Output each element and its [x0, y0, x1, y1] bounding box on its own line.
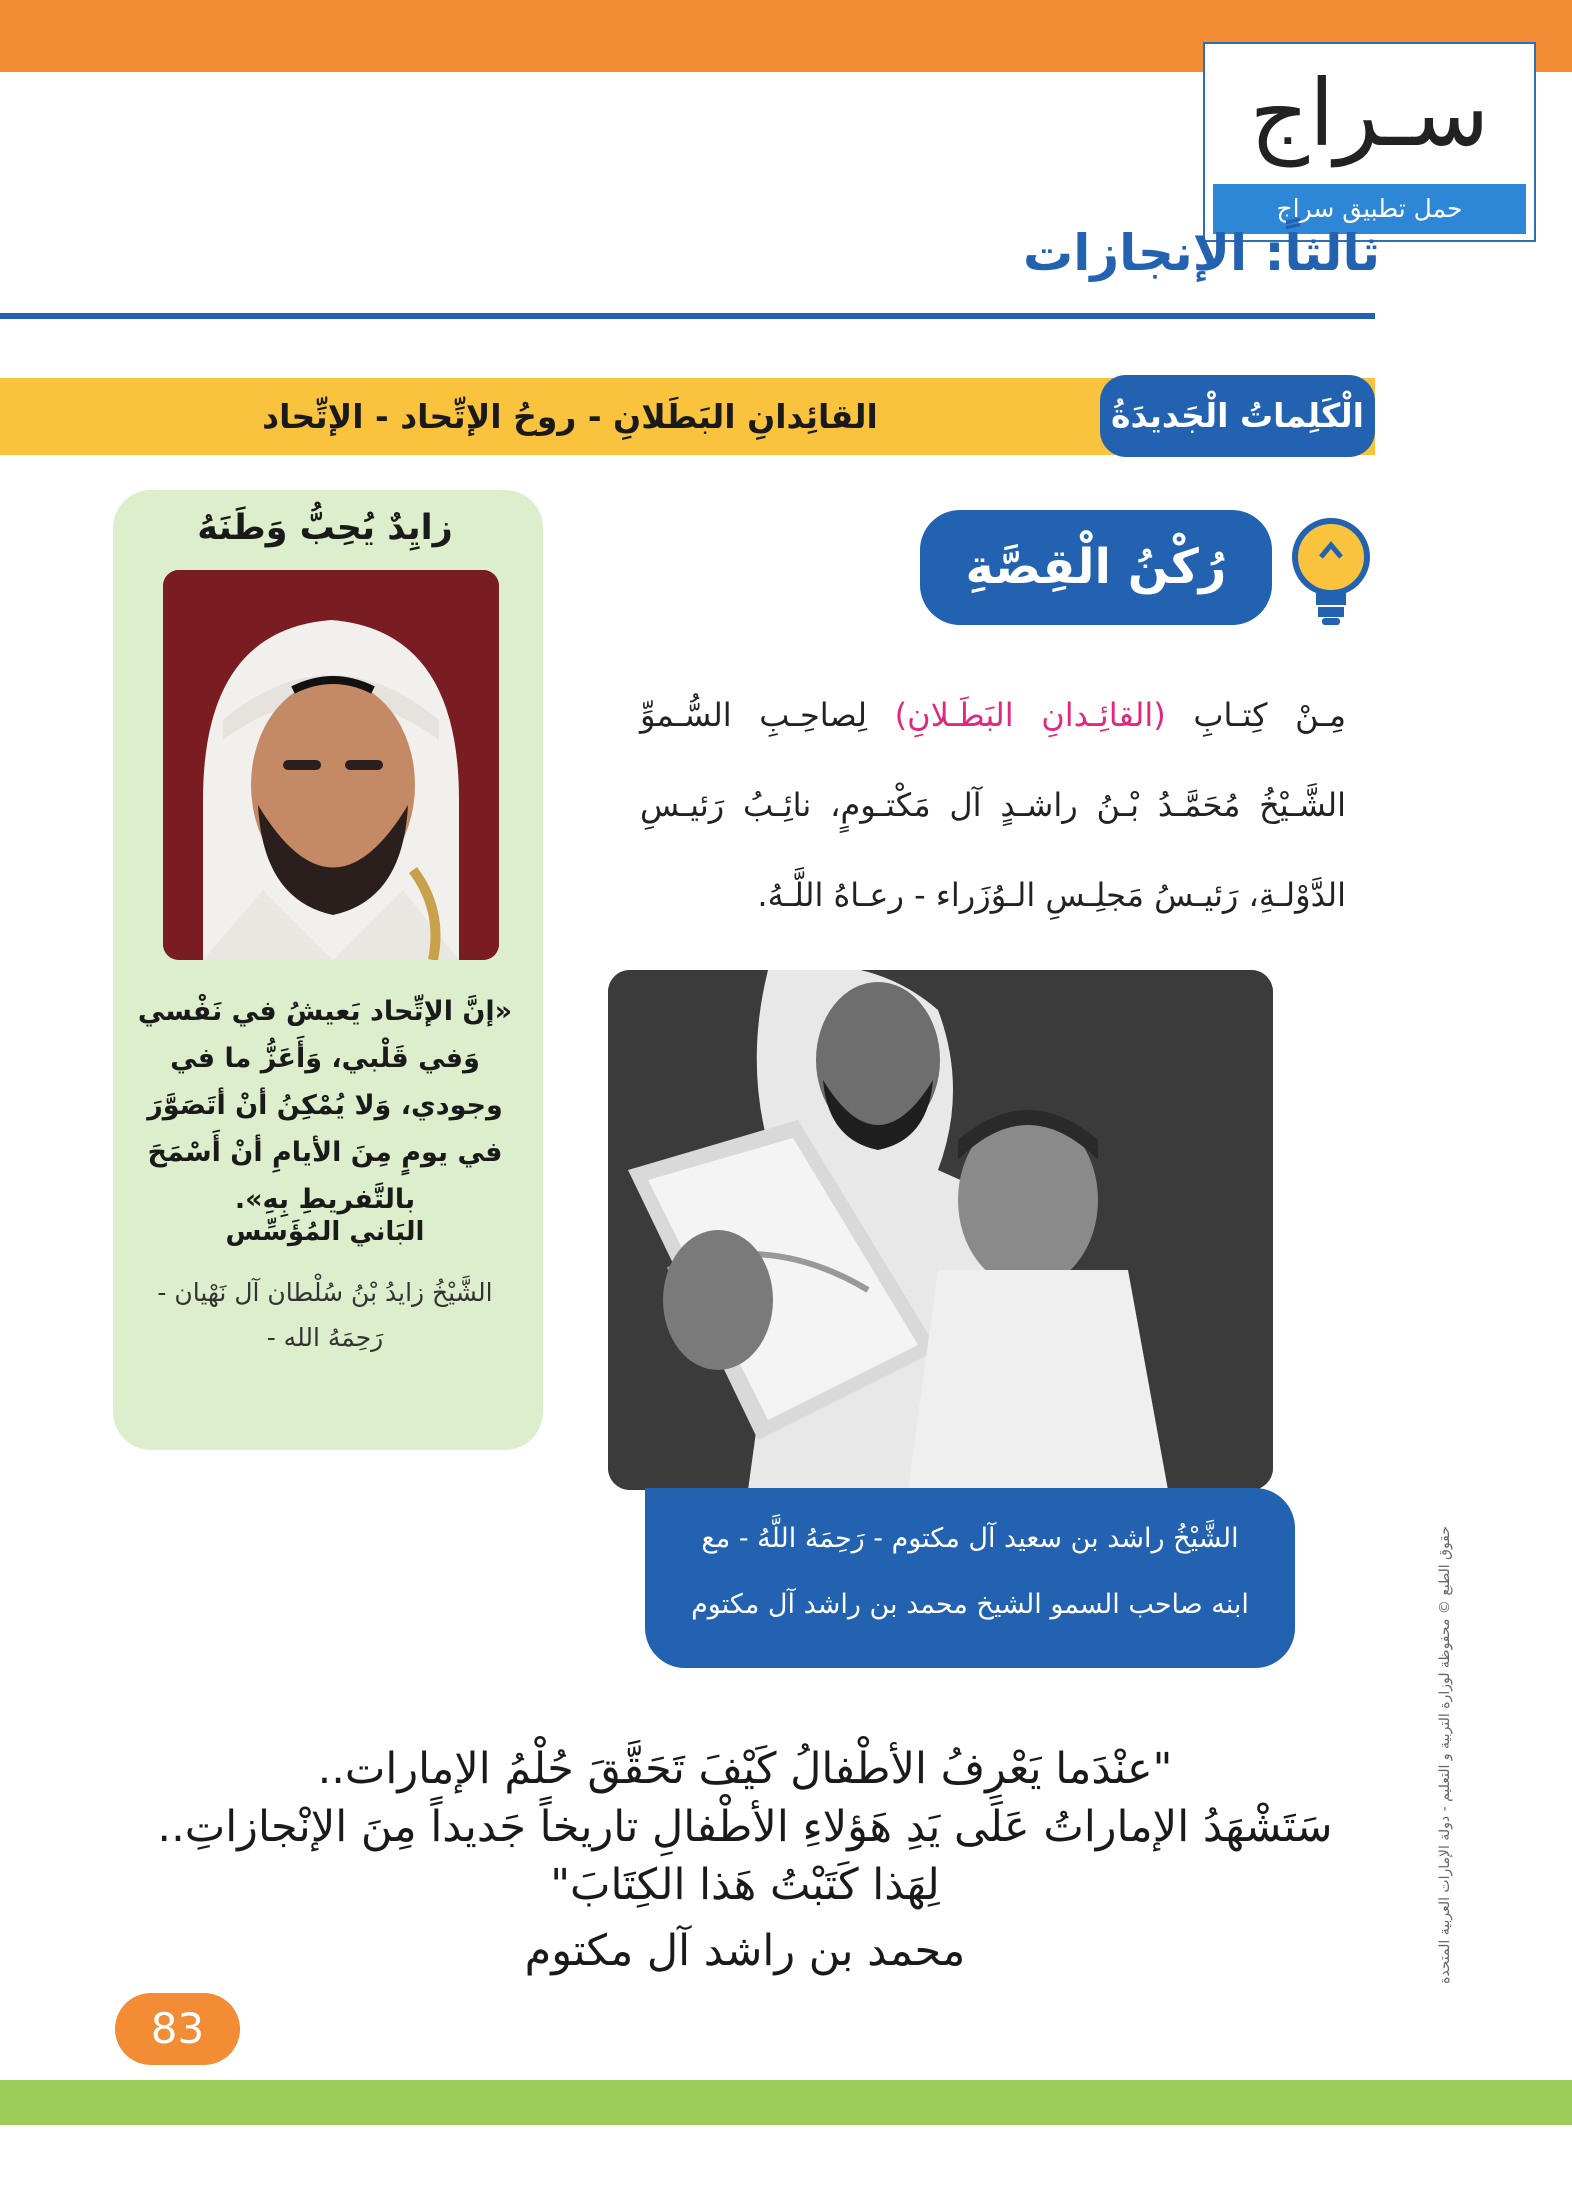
closing-author: محمد بن راشد آل مكتوم	[524, 1926, 966, 1976]
photo-caption	[645, 1488, 1295, 1668]
founder-title: البَاني المُؤَسِّس	[225, 1217, 425, 1247]
caption-line-2: ابنه صاحب السمو الشيخ محمد بن راشد آل مكتوم	[691, 1589, 1249, 1620]
closing-line-1: "عنْدَما يَعْرِفُ الأطْفالُ كَيْفَ تَحَقَّقَ حُلْمُ الإمارات..	[317, 1744, 1173, 1794]
section-title: ثالثاً: الإنجازات	[1022, 224, 1380, 282]
title-divider	[0, 313, 1375, 319]
book-title-highlight: (القائِـدانِ البَطَـلانِ)	[894, 696, 1166, 734]
caption-line-1: الشَّيْخُ راشد بن سعيد آل مكتوم - رَحِمَهُ اللَّهُ - مع	[701, 1523, 1239, 1554]
story-text-part1: مِـنْ كِتـابِ	[1165, 696, 1347, 734]
founder-quote: «إنَّ الإتِّحاد يَعيشُ في نَفْسي وَفي قَلْبي، وَأَعَزُّ ما في وجودي، وَلا يُمْكِنُ أنْ أتَصَوَّرَ في يومٍ مِنَ الأيامِ أنْ أَسْمَحَ بالتَّفريطِ بِهِ».	[137, 996, 513, 1215]
story-paragraph	[640, 670, 1346, 940]
page-number: 83	[115, 1993, 240, 2065]
logo-banner: حمل تطبيق سراج	[1213, 184, 1526, 234]
story-corner-badge: رُكْنُ الْقِصَّةِ	[920, 510, 1272, 625]
founder-name: الشَّيْخُ زايدُ بْنُ سُلْطان آل نَهْيان - رَحِمَهُ الله -	[157, 1278, 493, 1352]
vocab-words: القائِدانِ البَطَلانِ - روحُ الإتِّحاد - الإتِّحاد	[262, 397, 878, 436]
sidebar-title: زايِدٌ يُحِبُّ وَطَنَهُ	[197, 508, 453, 548]
lightbulb-icon	[1288, 515, 1374, 627]
bottom-green-bar	[0, 2080, 1572, 2125]
closing-line-2: سَتَشْهَدُ الإماراتُ عَلَى يَدِ هَؤلاءِ الأطْفالِ تاريخاً جَديداً مِنَ الإنْجازاتِ..	[157, 1802, 1333, 1852]
vocab-label: الْكَلِماتُ الْجَديدَةُ	[1100, 375, 1375, 457]
copyright-vertical	[1405, 1330, 1465, 2200]
portrait-image	[163, 570, 499, 960]
story-text-part2: لِصاحِـبِ السُّـموِّ الشَّـيْخُ مُحَمَّـدُ بْـنُ راشـدٍ آل مَكْتـومٍ، نائِـبُ رَئيـسِ الدَّوْلـةِ، رَئيـسُ مَجلِـسِ الـوُزَراء - رعـاهُ اللَّـهُ.	[640, 696, 1346, 914]
closing-quote	[140, 1740, 1350, 2000]
logo-text: سـراج	[1249, 60, 1490, 167]
copyright-text: حقوق الطبع © محفوظة لوزارة التربية و التعليم - دولة الإمارات العربية المتحدة	[1437, 1526, 1453, 1984]
siraj-logo[interactable]	[1203, 42, 1536, 242]
closing-line-3: لِهَذا كَتَبْتُ هَذا الكِتَابَ"	[550, 1860, 940, 1910]
historic-photo	[608, 970, 1273, 1490]
